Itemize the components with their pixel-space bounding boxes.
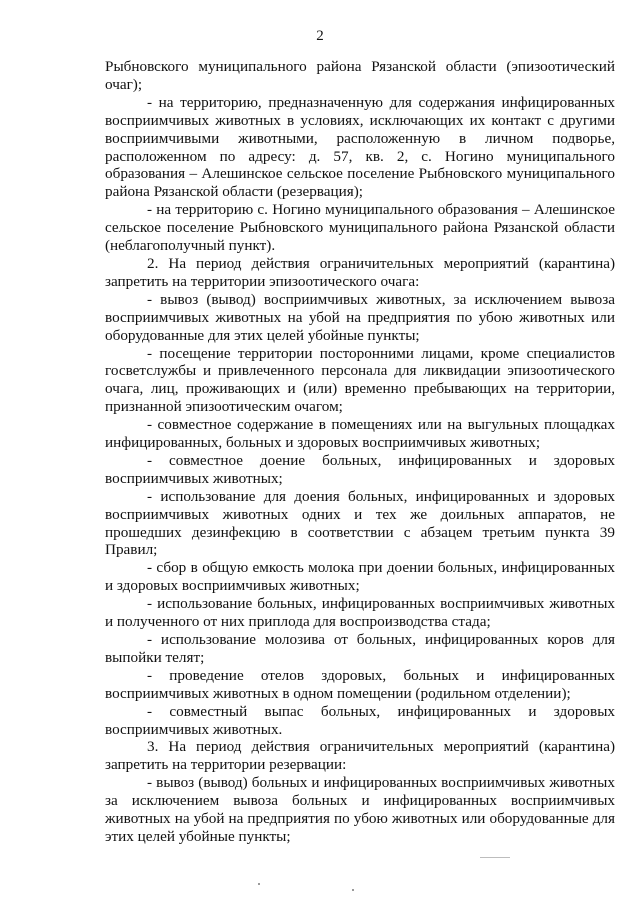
paragraph: Рыбновского муниципального района Рязанской области (эпизоотический очаг);	[105, 58, 615, 93]
paragraph: 2. На период действия ограничительных мероприятий (карантина) запретить на территории эпизоотического очага:	[105, 254, 615, 290]
paragraph: - совместное доение больных, инфицированных и здоровых восприимчивых животных;	[105, 451, 615, 487]
scan-speck	[258, 883, 260, 885]
paragraph: - использование больных, инфицированных восприимчивых животных и полученного от них приплода для воспроизводства стада;	[105, 595, 615, 631]
paragraph: 3. На период действия ограничительных мероприятий (карантина) запретить на территории резервации:	[105, 738, 615, 774]
paragraph: - посещение территории посторонними лицами, кроме специалистов госветслужбы и привлеченного персонала для ликвидации эпизоотического очага, лиц, проживающих и (или) временно пребывающих на территории, признанной эпизоотическим очагом;	[105, 344, 615, 416]
scan-mark	[480, 857, 510, 858]
page-number: 2	[316, 28, 324, 44]
scan-speck	[352, 889, 354, 891]
paragraph: - совместный выпас больных, инфицированных и здоровых восприимчивых животных.	[105, 702, 615, 738]
paragraph: - использование для доения больных, инфицированных и здоровых восприимчивых животных одних и тех же доильных аппаратов, не прошедших дезинфекцию в соответствии с абзацем третьим пункта 39 Правил;	[105, 487, 615, 559]
paragraph: - на территорию, предназначенную для содержания инфицированных восприимчивых животных в условиях, исключающих их контакт с другими восприимчивыми животными, расположенную в личном подворье, расположенном по адресу: д. 57, кв. 2, с. Ногино муниципального образования – Алешинское сельское поселение Рыбновского муниципального района Рязанской области (резервация);	[105, 93, 615, 201]
paragraph: - проведение отелов здоровых, больных и инфицированных восприимчивых животных в одном помещении (родильном отделении);	[105, 666, 615, 702]
paragraph: - вывоз (вывод) больных и инфицированных восприимчивых животных за исключением вывоза больных и инфицированных восприимчивых животных на убой на предприятия по убою животных или оборудованные для этих целей убойные пункты;	[105, 774, 615, 845]
paragraph: - совместное содержание в помещениях или на выгульных площадках инфицированных, больных и здоровых восприимчивых животных;	[105, 416, 615, 452]
paragraph: - использование молозива от больных, инфицированных коров для выпойки телят;	[105, 631, 615, 666]
paragraph: - на территорию с. Ногино муниципального образования – Алешинское сельское поселение Рыбновского муниципального района Рязанской области (неблагополучный пункт).	[105, 201, 615, 255]
paragraph: - вывоз (вывод) восприимчивых животных, за исключением вывоза восприимчивых животных на убой на предприятия по убою животных или оборудованные для этих целей убойные пункты;	[105, 290, 615, 344]
paragraph: - сбор в общую емкость молока при доении больных, инфицированных и здоровых восприимчивых животных;	[105, 559, 615, 595]
document-body	[105, 58, 615, 846]
